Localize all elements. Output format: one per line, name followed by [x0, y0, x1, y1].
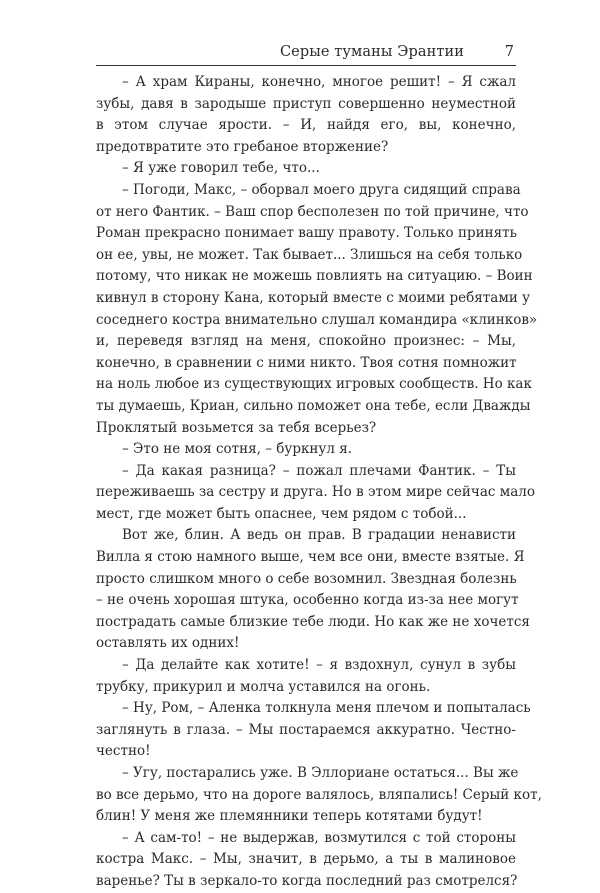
page-body-text [96, 72, 542, 893]
text-line: – Погоди, Макс, – оборвал моего друга сидящий справа [122, 181, 521, 198]
header-rule [96, 65, 516, 66]
text-line: во все дерьмо, что на дороге валялось, вляпались! Серый кот, [96, 786, 542, 803]
text-line: – Это не моя сотня, – буркнул я. [122, 441, 353, 458]
text-line: и, переведя взгляд на меня, спокойно произнес: – Мы, [96, 333, 516, 350]
book-title: Серые туманы Эрантии [279, 44, 464, 60]
text-line: костра Макс. – Мы, значит, в дерьмо, а ты в малиновое [96, 851, 516, 868]
text-line: кивнул в сторону Кана, который вместе с моими ребятами у [96, 289, 531, 306]
text-line: предотвратите это гребаное вторжение? [96, 138, 389, 155]
text-line: – А сам-то! – не выдержав, возмутился с той стороны [122, 829, 516, 846]
text-line: трубку, прикурил и молча уставился на огонь. [96, 678, 431, 695]
text-line: пострадать самые близкие тебе люди. Но как же не хочется [96, 613, 530, 630]
text-line: просто слишком много о себе возомнил. Звездная болезнь [96, 570, 517, 587]
text-line: Вилла я стою намного выше, чем все они, вместе взятые. Я [96, 549, 525, 566]
text-line: заглянуть в глаза. – Мы постараемся аккуратно. Честно- [96, 721, 516, 738]
text-line: честно! [96, 743, 151, 760]
text-line: варенье? Ты в зеркало-то когда последний раз смотрелся? [96, 872, 518, 889]
text-line: потому, что никак не можешь повлиять на ситуацию. – Воин [96, 268, 533, 285]
text-line: Вот же, блин. А ведь он прав. В градации ненависти [122, 527, 516, 544]
running-header [96, 40, 516, 66]
page-number: 7 [504, 44, 514, 60]
text-line: переживаешь за сестру и друга. Но в этом мире сейчас мало [96, 484, 535, 501]
text-line: от него Фантик. – Ваш спор бесполезен по той причине, что [96, 203, 529, 220]
text-line: – Я уже говорил тебе, что... [122, 160, 320, 177]
text-line: – Ну, Ром, – Аленка толкнула меня плечом и попыталась [122, 700, 531, 717]
text-line: – Угу, постарались уже. В Эллориане остаться... Вы же [122, 765, 519, 781]
text-line: на ноль любое из существующих игровых сообществ. Но как [96, 376, 532, 393]
text-line: в этом случае ярости. – И, найдя его, вы, конечно, [96, 117, 516, 134]
text-line: – Да делайте как хотите! – я вздохнул, сунул в зубы [122, 657, 516, 674]
text-line: соседнего костра внимательно слушал командира «клинков» [96, 311, 538, 328]
text-line: мест, где может быть опаснее, чем рядом с тобой... [96, 505, 467, 522]
text-line: оставлять их одних! [96, 635, 240, 652]
text-line: – не очень хорошая штука, особенно когда из-за нее могут [96, 592, 519, 609]
text-line: он ее, увы, не может. Так бывает... Злишься на себя только [96, 246, 523, 263]
text-line: Роман прекрасно понимает вашу правоту. Только принять [96, 225, 517, 242]
text-line: – А храм Кираны, конечно, многое решит! – Я сжал [122, 74, 516, 90]
text-line: блин! У меня же племянники теперь котятами будут! [96, 808, 483, 825]
text-line: Проклятый возьмется за тебя всерьез? [96, 419, 377, 436]
text-line: зубы, давя в зародыше приступ совершенно неуместной [96, 95, 516, 112]
text-line: конечно, в сравнении с ними никто. Твоя сотня помножит [96, 354, 517, 371]
text-line: – Да какая разница? – пожал плечами Фантик. – Ты [122, 462, 516, 479]
text-line: ты думаешь, Криан, сильно поможет она тебе, если Дважды [96, 397, 531, 414]
